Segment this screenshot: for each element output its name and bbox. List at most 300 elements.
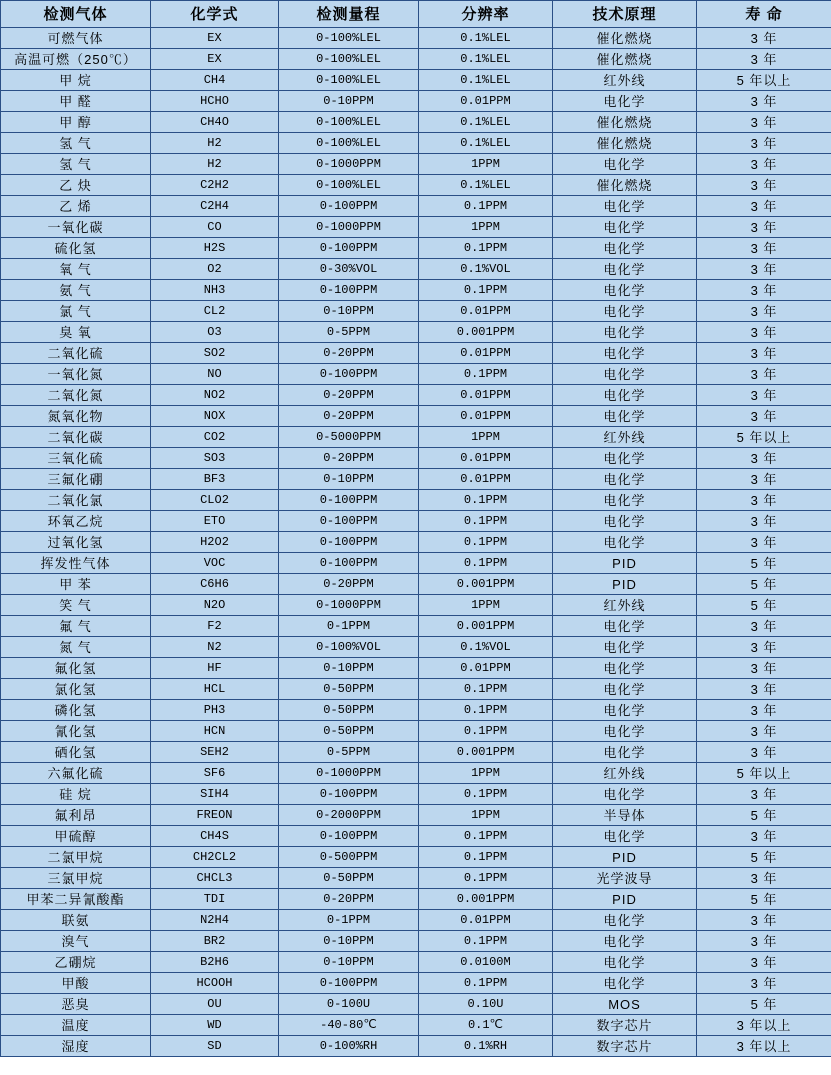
table-row: [1, 952, 831, 973]
cell-lifetime: 3 年以上: [697, 1036, 831, 1057]
cell-gas-name: 氯 气: [1, 301, 151, 322]
column-header-resolution: 分辨率: [419, 1, 553, 28]
table-row: [1, 763, 831, 784]
cell-lifetime: 3 年: [697, 28, 831, 49]
cell-detection-range: 0-100PPM: [279, 490, 419, 511]
cell-gas-name: 氟利昂: [1, 805, 151, 826]
cell-gas-name: 笑 气: [1, 595, 151, 616]
cell-technology: 电化学: [553, 154, 697, 175]
cell-technology: 电化学: [553, 511, 697, 532]
cell-gas-name: 氟 气: [1, 616, 151, 637]
cell-gas-name: 三氯甲烷: [1, 868, 151, 889]
table-row: [1, 70, 831, 91]
cell-resolution: 0.10U: [419, 994, 553, 1015]
cell-gas-name: 可燃气体: [1, 28, 151, 49]
cell-lifetime: 5 年: [697, 574, 831, 595]
cell-resolution: 0.1PPM: [419, 280, 553, 301]
cell-resolution: 1PPM: [419, 154, 553, 175]
cell-chemical-formula: CLO2: [151, 490, 279, 511]
cell-technology: 电化学: [553, 469, 697, 490]
table-row: [1, 742, 831, 763]
cell-chemical-formula: CO: [151, 217, 279, 238]
cell-gas-name: 二氧化氯: [1, 490, 151, 511]
cell-detection-range: 0-50PPM: [279, 679, 419, 700]
cell-technology: 电化学: [553, 490, 697, 511]
cell-gas-name: 二氧化氮: [1, 385, 151, 406]
cell-technology: 电化学: [553, 826, 697, 847]
cell-chemical-formula: C2H2: [151, 175, 279, 196]
cell-chemical-formula: NOX: [151, 406, 279, 427]
table-row: [1, 511, 831, 532]
cell-detection-range: 0-100%LEL: [279, 175, 419, 196]
cell-chemical-formula: VOC: [151, 553, 279, 574]
cell-technology: 催化燃烧: [553, 133, 697, 154]
cell-resolution: 0.01PPM: [419, 343, 553, 364]
cell-gas-name: 三氟化硼: [1, 469, 151, 490]
cell-detection-range: 0-1PPM: [279, 910, 419, 931]
cell-chemical-formula: CH2CL2: [151, 847, 279, 868]
cell-gas-name: 甲硫醇: [1, 826, 151, 847]
cell-resolution: 0.1PPM: [419, 700, 553, 721]
table-row: [1, 721, 831, 742]
table-row: [1, 259, 831, 280]
table-row: [1, 343, 831, 364]
cell-resolution: 0.1%LEL: [419, 133, 553, 154]
cell-gas-name: 过氧化氢: [1, 532, 151, 553]
cell-detection-range: 0-100PPM: [279, 364, 419, 385]
table-header: [1, 1, 831, 28]
table-row: [1, 91, 831, 112]
cell-lifetime: 3 年: [697, 721, 831, 742]
cell-lifetime: 5 年: [697, 553, 831, 574]
cell-gas-name: 挥发性气体: [1, 553, 151, 574]
cell-resolution: 0.1PPM: [419, 490, 553, 511]
cell-lifetime: 3 年: [697, 343, 831, 364]
cell-technology: PID: [553, 847, 697, 868]
cell-resolution: 0.1PPM: [419, 784, 553, 805]
cell-resolution: 1PPM: [419, 763, 553, 784]
cell-technology: 光学波导: [553, 868, 697, 889]
cell-resolution: 0.1PPM: [419, 553, 553, 574]
cell-detection-range: -40-80℃: [279, 1015, 419, 1036]
cell-technology: 电化学: [553, 637, 697, 658]
cell-lifetime: 3 年: [697, 616, 831, 637]
cell-lifetime: 3 年: [697, 154, 831, 175]
cell-lifetime: 3 年: [697, 658, 831, 679]
cell-chemical-formula: HCOOH: [151, 973, 279, 994]
cell-chemical-formula: HCHO: [151, 91, 279, 112]
cell-lifetime: 5 年: [697, 595, 831, 616]
cell-chemical-formula: SF6: [151, 763, 279, 784]
table-row: [1, 154, 831, 175]
cell-technology: 数字芯片: [553, 1015, 697, 1036]
cell-technology: 电化学: [553, 91, 697, 112]
table-row: [1, 595, 831, 616]
cell-lifetime: 5 年: [697, 805, 831, 826]
cell-lifetime: 3 年: [697, 385, 831, 406]
cell-lifetime: 3 年: [697, 637, 831, 658]
cell-lifetime: 5 年: [697, 889, 831, 910]
table-header-row: [1, 1, 831, 28]
cell-resolution: 0.1%VOL: [419, 637, 553, 658]
table-row: [1, 217, 831, 238]
cell-lifetime: 5 年: [697, 847, 831, 868]
cell-resolution: 0.001PPM: [419, 574, 553, 595]
cell-chemical-formula: H2O2: [151, 532, 279, 553]
cell-chemical-formula: SD: [151, 1036, 279, 1057]
cell-detection-range: 0-100PPM: [279, 553, 419, 574]
cell-resolution: 0.1PPM: [419, 721, 553, 742]
cell-gas-name: 联氨: [1, 910, 151, 931]
cell-lifetime: 3 年: [697, 742, 831, 763]
cell-technology: 电化学: [553, 532, 697, 553]
table-row: [1, 994, 831, 1015]
cell-chemical-formula: H2: [151, 154, 279, 175]
cell-gas-name: 二氧化碳: [1, 427, 151, 448]
cell-detection-range: 0-10PPM: [279, 952, 419, 973]
cell-technology: 电化学: [553, 259, 697, 280]
cell-technology: 催化燃烧: [553, 28, 697, 49]
cell-chemical-formula: B2H6: [151, 952, 279, 973]
column-header-range: 检测量程: [279, 1, 419, 28]
cell-detection-range: 0-20PPM: [279, 574, 419, 595]
cell-gas-name: 硒化氢: [1, 742, 151, 763]
cell-gas-name: 恶臭: [1, 994, 151, 1015]
table-row: [1, 322, 831, 343]
cell-detection-range: 0-10PPM: [279, 469, 419, 490]
cell-technology: 电化学: [553, 364, 697, 385]
cell-detection-range: 0-100PPM: [279, 532, 419, 553]
cell-gas-name: 氨 气: [1, 280, 151, 301]
cell-lifetime: 3 年: [697, 910, 831, 931]
cell-detection-range: 0-100PPM: [279, 511, 419, 532]
cell-gas-name: 一氧化氮: [1, 364, 151, 385]
cell-technology: 催化燃烧: [553, 49, 697, 70]
cell-technology: 电化学: [553, 217, 697, 238]
cell-technology: 电化学: [553, 658, 697, 679]
cell-detection-range: 0-20PPM: [279, 385, 419, 406]
cell-detection-range: 0-1000PPM: [279, 217, 419, 238]
table-row: [1, 805, 831, 826]
cell-lifetime: 3 年: [697, 280, 831, 301]
cell-detection-range: 0-50PPM: [279, 721, 419, 742]
cell-gas-name: 甲酸: [1, 973, 151, 994]
cell-lifetime: 3 年: [697, 511, 831, 532]
cell-gas-name: 氢 气: [1, 133, 151, 154]
cell-resolution: 0.01PPM: [419, 301, 553, 322]
cell-detection-range: 0-100%LEL: [279, 133, 419, 154]
cell-chemical-formula: SO2: [151, 343, 279, 364]
cell-detection-range: 0-1000PPM: [279, 154, 419, 175]
cell-technology: 红外线: [553, 595, 697, 616]
cell-gas-name: 甲 苯: [1, 574, 151, 595]
cell-gas-name: 甲 醇: [1, 112, 151, 133]
table-row: [1, 196, 831, 217]
cell-gas-name: 二氧化硫: [1, 343, 151, 364]
cell-lifetime: 3 年: [697, 364, 831, 385]
table-row: [1, 910, 831, 931]
cell-detection-range: 0-20PPM: [279, 448, 419, 469]
cell-chemical-formula: WD: [151, 1015, 279, 1036]
cell-detection-range: 0-5PPM: [279, 742, 419, 763]
cell-lifetime: 3 年: [697, 301, 831, 322]
cell-gas-name: 硅 烷: [1, 784, 151, 805]
cell-resolution: 0.01PPM: [419, 658, 553, 679]
cell-resolution: 0.01PPM: [419, 448, 553, 469]
cell-chemical-formula: H2: [151, 133, 279, 154]
cell-technology: 电化学: [553, 385, 697, 406]
cell-technology: 电化学: [553, 616, 697, 637]
table-row: [1, 280, 831, 301]
cell-lifetime: 5 年以上: [697, 70, 831, 91]
cell-chemical-formula: HCN: [151, 721, 279, 742]
cell-chemical-formula: HF: [151, 658, 279, 679]
cell-detection-range: 0-100%LEL: [279, 28, 419, 49]
cell-resolution: 0.1PPM: [419, 364, 553, 385]
cell-detection-range: 0-1000PPM: [279, 595, 419, 616]
cell-gas-name: 三氧化硫: [1, 448, 151, 469]
cell-technology: 电化学: [553, 406, 697, 427]
cell-chemical-formula: SEH2: [151, 742, 279, 763]
cell-detection-range: 0-100PPM: [279, 280, 419, 301]
cell-chemical-formula: C2H4: [151, 196, 279, 217]
cell-chemical-formula: H2S: [151, 238, 279, 259]
cell-resolution: 1PPM: [419, 427, 553, 448]
cell-chemical-formula: F2: [151, 616, 279, 637]
cell-gas-name: 温度: [1, 1015, 151, 1036]
cell-lifetime: 3 年: [697, 973, 831, 994]
cell-detection-range: 0-100PPM: [279, 826, 419, 847]
cell-resolution: 0.1PPM: [419, 868, 553, 889]
cell-chemical-formula: PH3: [151, 700, 279, 721]
cell-chemical-formula: CO2: [151, 427, 279, 448]
cell-technology: 红外线: [553, 70, 697, 91]
cell-resolution: 0.1%RH: [419, 1036, 553, 1057]
table-row: [1, 826, 831, 847]
cell-chemical-formula: EX: [151, 28, 279, 49]
cell-detection-range: 0-100PPM: [279, 973, 419, 994]
column-header-technology: 技术原理: [553, 1, 697, 28]
cell-lifetime: 3 年: [697, 196, 831, 217]
table-row: [1, 238, 831, 259]
table-row: [1, 28, 831, 49]
cell-resolution: 0.1PPM: [419, 238, 553, 259]
cell-resolution: 0.001PPM: [419, 742, 553, 763]
cell-technology: 半导体: [553, 805, 697, 826]
cell-lifetime: 3 年: [697, 49, 831, 70]
cell-gas-name: 高温可燃（250℃）: [1, 49, 151, 70]
cell-resolution: 0.1%LEL: [419, 175, 553, 196]
cell-lifetime: 5 年: [697, 994, 831, 1015]
table-row: [1, 49, 831, 70]
cell-gas-name: 乙 烯: [1, 196, 151, 217]
cell-detection-range: 0-20PPM: [279, 889, 419, 910]
cell-gas-name: 环氧乙烷: [1, 511, 151, 532]
cell-detection-range: 0-100PPM: [279, 196, 419, 217]
cell-gas-name: 氟化氢: [1, 658, 151, 679]
cell-detection-range: 0-100%RH: [279, 1036, 419, 1057]
cell-technology: 电化学: [553, 700, 697, 721]
table-row: [1, 175, 831, 196]
cell-chemical-formula: CHCL3: [151, 868, 279, 889]
cell-resolution: 0.1PPM: [419, 679, 553, 700]
cell-gas-name: 甲 烷: [1, 70, 151, 91]
cell-technology: 电化学: [553, 679, 697, 700]
cell-resolution: 0.1PPM: [419, 973, 553, 994]
cell-technology: 红外线: [553, 763, 697, 784]
cell-detection-range: 0-10PPM: [279, 931, 419, 952]
table-row: [1, 364, 831, 385]
cell-resolution: 0.1℃: [419, 1015, 553, 1036]
cell-detection-range: 0-100PPM: [279, 784, 419, 805]
cell-detection-range: 0-1000PPM: [279, 763, 419, 784]
cell-chemical-formula: O3: [151, 322, 279, 343]
cell-technology: 电化学: [553, 280, 697, 301]
cell-detection-range: 0-2000PPM: [279, 805, 419, 826]
cell-resolution: 1PPM: [419, 217, 553, 238]
cell-resolution: 0.01PPM: [419, 91, 553, 112]
table-row: [1, 133, 831, 154]
cell-lifetime: 3 年: [697, 406, 831, 427]
cell-resolution: 0.01PPM: [419, 385, 553, 406]
cell-lifetime: 3 年: [697, 952, 831, 973]
cell-chemical-formula: NH3: [151, 280, 279, 301]
cell-technology: 电化学: [553, 973, 697, 994]
cell-resolution: 0.1PPM: [419, 196, 553, 217]
cell-detection-range: 0-100%LEL: [279, 49, 419, 70]
cell-technology: 电化学: [553, 343, 697, 364]
cell-technology: PID: [553, 574, 697, 595]
cell-resolution: 0.001PPM: [419, 322, 553, 343]
cell-technology: PID: [553, 889, 697, 910]
table-row: [1, 1015, 831, 1036]
column-header-lifetime: 寿 命: [697, 1, 831, 28]
cell-lifetime: 3 年: [697, 490, 831, 511]
cell-technology: 电化学: [553, 448, 697, 469]
cell-lifetime: 3 年: [697, 784, 831, 805]
cell-technology: 电化学: [553, 322, 697, 343]
cell-technology: PID: [553, 553, 697, 574]
table-row: [1, 700, 831, 721]
cell-chemical-formula: ETO: [151, 511, 279, 532]
cell-lifetime: 3 年以上: [697, 1015, 831, 1036]
cell-gas-name: 氮氧化物: [1, 406, 151, 427]
cell-chemical-formula: SO3: [151, 448, 279, 469]
cell-chemical-formula: C6H6: [151, 574, 279, 595]
table-row: [1, 658, 831, 679]
cell-chemical-formula: CH4O: [151, 112, 279, 133]
cell-resolution: 0.1%LEL: [419, 28, 553, 49]
cell-chemical-formula: O2: [151, 259, 279, 280]
cell-chemical-formula: SIH4: [151, 784, 279, 805]
cell-lifetime: 3 年: [697, 91, 831, 112]
cell-gas-name: 氰化氢: [1, 721, 151, 742]
cell-technology: 电化学: [553, 301, 697, 322]
cell-lifetime: 3 年: [697, 133, 831, 154]
cell-lifetime: 3 年: [697, 112, 831, 133]
cell-chemical-formula: N2O: [151, 595, 279, 616]
cell-technology: 红外线: [553, 427, 697, 448]
cell-chemical-formula: CL2: [151, 301, 279, 322]
cell-lifetime: 3 年: [697, 175, 831, 196]
cell-lifetime: 3 年: [697, 469, 831, 490]
table-row: [1, 406, 831, 427]
cell-technology: MOS: [553, 994, 697, 1015]
cell-gas-name: 一氧化碳: [1, 217, 151, 238]
cell-chemical-formula: BF3: [151, 469, 279, 490]
table-row: [1, 469, 831, 490]
cell-gas-name: 氮 气: [1, 637, 151, 658]
table-row: [1, 616, 831, 637]
table-row: [1, 1036, 831, 1057]
table-row: [1, 448, 831, 469]
cell-resolution: 0.001PPM: [419, 889, 553, 910]
cell-technology: 电化学: [553, 721, 697, 742]
cell-technology: 电化学: [553, 238, 697, 259]
cell-lifetime: 3 年: [697, 217, 831, 238]
cell-gas-name: 甲苯二异氰酸酯: [1, 889, 151, 910]
cell-detection-range: 0-500PPM: [279, 847, 419, 868]
cell-lifetime: 3 年: [697, 238, 831, 259]
cell-detection-range: 0-100%LEL: [279, 112, 419, 133]
cell-chemical-formula: HCL: [151, 679, 279, 700]
cell-chemical-formula: N2: [151, 637, 279, 658]
cell-gas-name: 乙 炔: [1, 175, 151, 196]
column-header-gas: 检测气体: [1, 1, 151, 28]
cell-gas-name: 溴气: [1, 931, 151, 952]
cell-lifetime: 3 年: [697, 532, 831, 553]
cell-lifetime: 3 年: [697, 448, 831, 469]
cell-detection-range: 0-10PPM: [279, 91, 419, 112]
cell-resolution: 0.1%VOL: [419, 259, 553, 280]
table-row: [1, 112, 831, 133]
cell-lifetime: 5 年以上: [697, 427, 831, 448]
cell-chemical-formula: CH4S: [151, 826, 279, 847]
column-header-formula: 化学式: [151, 1, 279, 28]
cell-lifetime: 3 年: [697, 322, 831, 343]
cell-technology: 电化学: [553, 742, 697, 763]
cell-resolution: 0.01PPM: [419, 910, 553, 931]
cell-gas-name: 氧 气: [1, 259, 151, 280]
cell-resolution: 0.1PPM: [419, 826, 553, 847]
cell-technology: 电化学: [553, 931, 697, 952]
cell-resolution: 0.001PPM: [419, 616, 553, 637]
table-row: [1, 490, 831, 511]
cell-technology: 电化学: [553, 196, 697, 217]
cell-lifetime: 3 年: [697, 679, 831, 700]
table-row: [1, 532, 831, 553]
table-row: [1, 889, 831, 910]
cell-chemical-formula: OU: [151, 994, 279, 1015]
cell-gas-name: 六氟化硫: [1, 763, 151, 784]
cell-detection-range: 0-1PPM: [279, 616, 419, 637]
cell-detection-range: 0-100U: [279, 994, 419, 1015]
cell-gas-name: 甲 醛: [1, 91, 151, 112]
cell-resolution: 0.1%LEL: [419, 49, 553, 70]
cell-resolution: 0.1PPM: [419, 532, 553, 553]
cell-gas-name: 湿度: [1, 1036, 151, 1057]
table-row: [1, 868, 831, 889]
table-row: [1, 847, 831, 868]
cell-technology: 电化学: [553, 910, 697, 931]
cell-detection-range: 0-20PPM: [279, 343, 419, 364]
cell-detection-range: 0-10PPM: [279, 301, 419, 322]
cell-resolution: 0.0100M: [419, 952, 553, 973]
cell-gas-name: 硫化氢: [1, 238, 151, 259]
cell-chemical-formula: NO2: [151, 385, 279, 406]
table-row: [1, 679, 831, 700]
cell-detection-range: 0-20PPM: [279, 406, 419, 427]
